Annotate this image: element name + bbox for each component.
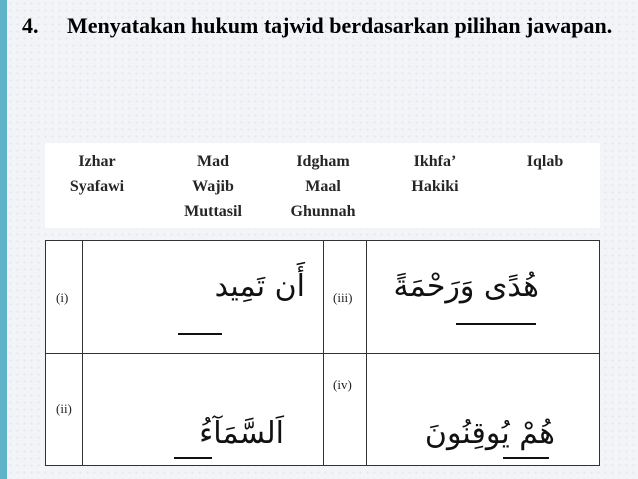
option-line: Syafawi	[69, 178, 125, 195]
option-line: Hakiki	[411, 178, 459, 195]
accent-bar	[0, 0, 7, 479]
underline-mark	[456, 323, 536, 325]
option-idgham-maal-ghunnah	[273, 149, 373, 224]
option-line: Izhar	[78, 153, 116, 170]
question-number: 4.	[22, 13, 39, 38]
option-line: Mad	[197, 153, 229, 170]
option-line: Muttasil	[184, 203, 242, 220]
option-line: Idgham	[296, 153, 350, 170]
answer-options-box	[45, 143, 600, 228]
arabic-phrase: اَلسَّمَآءُ	[199, 416, 284, 451]
underline-mark	[174, 457, 212, 459]
option-iqlab	[505, 149, 585, 174]
arabic-phrase: هُمْ يُوقِنُونَ	[424, 416, 555, 451]
underline-mark	[503, 457, 549, 459]
arabic-phrase: هُدًى وَرَحْمَةً	[393, 269, 539, 304]
underline-mark	[178, 333, 222, 335]
question-table	[45, 240, 600, 466]
option-ikhfa-hakiki	[390, 149, 480, 199]
question-label: (ii)	[56, 401, 72, 416]
option-line: Ghunnah	[290, 203, 356, 220]
question-label: (iii)	[333, 290, 353, 305]
question-label: (i)	[56, 290, 69, 305]
option-mad-wajib-muttasil	[163, 149, 263, 224]
arabic-phrase: أَن تَمِيد	[214, 269, 305, 304]
option-line: Wajib	[192, 178, 234, 195]
question-text: Menyatakan hukum tajwid berdasarkan pilihan jawapan.	[67, 13, 613, 38]
option-line: Iqlab	[526, 153, 564, 170]
question-label: (iv)	[333, 377, 352, 392]
table-divider	[46, 353, 599, 354]
option-izhar-syafawi	[53, 149, 141, 199]
option-line: Maal	[305, 178, 341, 195]
option-line: Ikhfa’	[413, 153, 457, 170]
